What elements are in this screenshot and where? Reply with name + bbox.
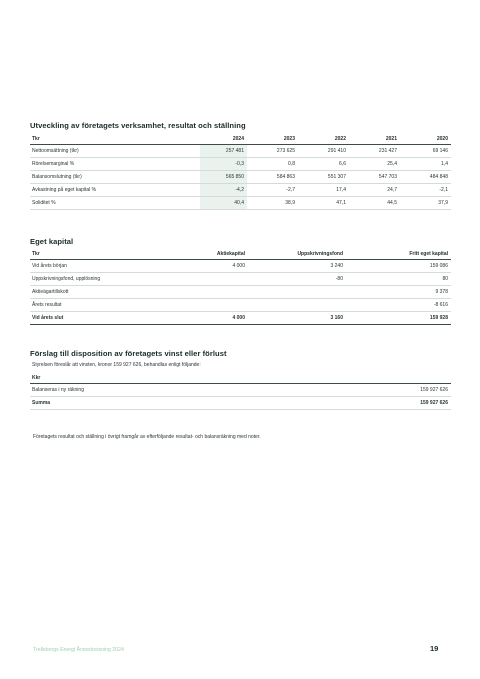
column-header: Tkr (30, 133, 200, 145)
table-cell: 551 307 (298, 171, 349, 184)
row-label: Vid årets början (30, 260, 170, 273)
column-header: Tkr (30, 248, 170, 260)
table-cell: 0,8 (247, 158, 298, 171)
row-label: Soliditet % (30, 197, 200, 210)
table-row (30, 299, 451, 312)
table-cell: 1,4 (400, 158, 451, 171)
table-cell: -8 616 (346, 299, 451, 312)
table-cell: -4,2 (200, 184, 247, 197)
table-cell (248, 286, 346, 299)
table-cell: 37,9 (400, 197, 451, 210)
table-cell: 47,1 (298, 197, 349, 210)
table-cell: 159 927 626 (330, 384, 451, 397)
table-row (30, 384, 451, 397)
table-row (30, 197, 451, 210)
table-cell: 4 000 (170, 260, 248, 273)
table-cell: 257 481 (200, 145, 247, 158)
table-row (30, 260, 451, 273)
equity-section-title: Eget kapital (30, 237, 74, 246)
table-row (30, 273, 451, 286)
disposition-table (30, 372, 451, 410)
column-header: Uppskrivningsfond (248, 248, 346, 260)
development-section-title: Utveckling av företagets verksamhet, resultat och ställning (30, 121, 246, 130)
table-cell: 69 146 (400, 145, 451, 158)
table-header-row (30, 248, 451, 260)
table-cell: -80 (248, 273, 346, 286)
table-cell: 3 160 (248, 312, 346, 325)
table-cell: 80 (346, 273, 451, 286)
table-row (30, 286, 451, 299)
table-cell: 159 086 (346, 260, 451, 273)
table-cell: 38,9 (247, 197, 298, 210)
row-label: Årets resultat (30, 299, 170, 312)
development-table (30, 133, 451, 210)
table-header-row (30, 372, 451, 384)
sum-row (30, 397, 451, 410)
column-header: Fritt eget kapital (346, 248, 451, 260)
table-cell: 584 863 (247, 171, 298, 184)
table-cell: 6,6 (298, 158, 349, 171)
page-number: 19 (430, 644, 439, 653)
table-cell: 565 850 (200, 171, 247, 184)
table-cell: 273 625 (247, 145, 298, 158)
footer-report-title: Trelleborgs Energi Årsredovisning 2024 (33, 647, 124, 653)
row-label: Balanseras i ny räkning (30, 384, 330, 397)
row-label: Rörelsemarginal % (30, 158, 200, 171)
equity-table (30, 248, 451, 325)
table-cell (170, 286, 248, 299)
table-row (30, 158, 451, 171)
table-header-row (30, 133, 451, 145)
table-cell: 44,5 (349, 197, 400, 210)
table-cell: 547 703 (349, 171, 400, 184)
table-cell: -2,1 (400, 184, 451, 197)
table-cell (248, 299, 346, 312)
table-cell: 40,4 (200, 197, 247, 210)
row-label: Avkastning på eget kapital % (30, 184, 200, 197)
table-cell: 3 240 (248, 260, 346, 273)
table-row (30, 171, 451, 184)
table-row (30, 145, 451, 158)
table-cell: 159 928 (346, 312, 451, 325)
table-cell: 17,4 (298, 184, 349, 197)
table-cell: 25,4 (349, 158, 400, 171)
column-header: 2021 (349, 133, 400, 145)
table-cell: 231 427 (349, 145, 400, 158)
table-cell: 24,7 (349, 184, 400, 197)
disposition-intro: Styrelsen föreslår att vinsten, kronor 159 927 626, behandlas enligt följande: (32, 362, 201, 368)
row-label: Nettoomsättning (tkr) (30, 145, 200, 158)
table-cell: 484 848 (400, 171, 451, 184)
column-header: Kkr (30, 372, 451, 384)
row-label: Aktieägartillskott (30, 286, 170, 299)
table-cell: -2,7 (247, 184, 298, 197)
total-row (30, 312, 451, 325)
table-cell: 4 000 (170, 312, 248, 325)
table-cell: -0,3 (200, 158, 247, 171)
row-label: Balansomslutning (tkr) (30, 171, 200, 184)
row-label: Vid årets slut (30, 312, 170, 325)
column-header: 2020 (400, 133, 451, 145)
table-cell: 291 410 (298, 145, 349, 158)
table-cell: 9 378 (346, 286, 451, 299)
row-label: Uppskrivningsfond, upplösning (30, 273, 170, 286)
table-row (30, 184, 451, 197)
table-cell (170, 273, 248, 286)
column-header: 2022 (298, 133, 349, 145)
column-header: 2023 (247, 133, 298, 145)
table-cell: 159 927 626 (330, 397, 451, 410)
column-header: Aktiekapital (170, 248, 248, 260)
column-header: 2024 (200, 133, 247, 145)
disposition-section-title: Förslag till disposition av företagets vinst eller förlust (30, 349, 227, 358)
closing-note: Företagets resultat och ställning i övrigt framgår av efterföljande resultat- och balansräkning med noter. (33, 434, 261, 440)
row-label: Summa (30, 397, 330, 410)
table-cell (170, 299, 248, 312)
